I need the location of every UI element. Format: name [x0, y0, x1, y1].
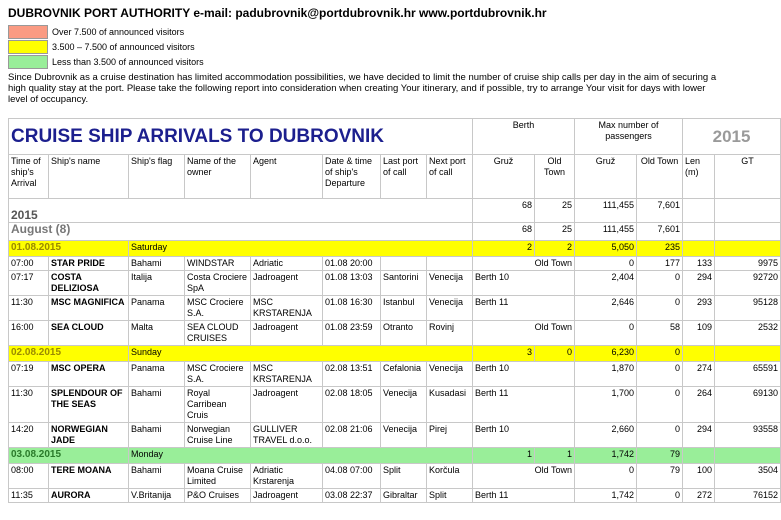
title-row — [9, 119, 781, 155]
legend-label: Over 7.500 of announced visitors — [52, 27, 185, 37]
empty-cell — [715, 448, 781, 464]
ship-passengers-gruz: 1,870 — [575, 362, 637, 387]
ship-flag: Bahami — [129, 464, 185, 489]
ship-flag: Panama — [129, 362, 185, 387]
day-old-town: 2 — [535, 241, 575, 257]
ship-berth: Berth 10 — [473, 362, 575, 387]
empty-cell — [715, 346, 781, 362]
ship-arrival-time: 07:17 — [9, 271, 49, 296]
ship-next-port: Venecija — [427, 271, 473, 296]
ship-next-port: Venecija — [427, 362, 473, 387]
ship-arrival-time: 11:30 — [9, 387, 49, 423]
ship-last-port — [381, 257, 427, 271]
ship-flag: Malta — [129, 321, 185, 346]
day-old-town: 1 — [535, 448, 575, 464]
legend-label: Less than 3.500 of announced visitors — [52, 57, 204, 67]
ship-row — [9, 423, 781, 448]
col-length: Len (m) — [683, 155, 715, 199]
ship-passengers-old-town: 58 — [637, 321, 683, 346]
ship-agent: Jadroagent — [251, 489, 323, 503]
col-departure: Date & time of ship's Departure — [323, 155, 381, 199]
year-label: 2015 — [683, 119, 781, 155]
ship-last-port: Gibraltar — [381, 489, 427, 503]
day-old-town: 0 — [535, 346, 575, 362]
ship-next-port: Rovinj — [427, 321, 473, 346]
ship-name: COSTA DELIZIOSA — [49, 271, 129, 296]
ship-gt: 65591 — [715, 362, 781, 387]
ship-passengers-gruz: 0 — [575, 257, 637, 271]
ship-last-port: Split — [381, 464, 427, 489]
day-weekday: Saturday — [129, 241, 473, 257]
ship-length: 264 — [683, 387, 715, 423]
ship-passengers-gruz: 1,700 — [575, 387, 637, 423]
year-summary-row — [9, 199, 781, 223]
ship-berth: Berth 10 — [473, 423, 575, 448]
ship-row — [9, 362, 781, 387]
ship-name: MSC OPERA — [49, 362, 129, 387]
col-time: Time of ship's Arrival — [9, 155, 49, 199]
ship-arrival-time: 11:35 — [9, 489, 49, 503]
ship-departure: 01.08 20:00 — [323, 257, 381, 271]
day-date: 02.08.2015 — [9, 346, 129, 362]
ship-flag: Bahami — [129, 387, 185, 423]
col-old-town: Old Town — [535, 155, 575, 199]
ship-length: 294 — [683, 423, 715, 448]
ship-flag: V.Britanija — [129, 489, 185, 503]
day-row — [9, 448, 781, 464]
ship-owner: MSC Crociere S.A. — [185, 296, 251, 321]
empty-cell — [715, 241, 781, 257]
notice-text: Since Dubrovnik as a cruise destination has limited accommodation possibilities, we have decided to limit the number of cruise ship calls per day in the aim of securing a high quality stay at the port. Please take the following report into consideration when creating Your itinerary, and if possible, try to arrange Your visit for days with lower level of occupancy. — [8, 72, 717, 105]
ship-flag: Panama — [129, 296, 185, 321]
ship-agent: Jadroagent — [251, 387, 323, 423]
ship-berth: Old Town — [473, 321, 575, 346]
ship-length: 133 — [683, 257, 715, 271]
ship-last-port: Santorini — [381, 271, 427, 296]
ship-berth: Berth 11 — [473, 489, 575, 503]
ship-gt: 93558 — [715, 423, 781, 448]
berth-header: Berth — [473, 119, 575, 155]
ship-berth: Berth 10 — [473, 271, 575, 296]
ship-name: NORWEGIAN JADE — [49, 423, 129, 448]
ship-owner: Moana Cruise Limited — [185, 464, 251, 489]
ship-length: 100 — [683, 464, 715, 489]
ship-passengers-gruz: 2,404 — [575, 271, 637, 296]
ship-berth: Berth 11 — [473, 296, 575, 321]
legend-item-high — [8, 25, 368, 39]
day-gruz: 3 — [473, 346, 535, 362]
ship-gt: 9975 — [715, 257, 781, 271]
ship-next-port: Venecija — [427, 296, 473, 321]
ship-arrival-time: 14:20 — [9, 423, 49, 448]
col-last-port: Last port of call — [381, 155, 427, 199]
ship-length: 109 — [683, 321, 715, 346]
ship-passengers-old-town: 0 — [637, 423, 683, 448]
col-gt: GT — [715, 155, 781, 199]
ship-row — [9, 321, 781, 346]
legend-item-medium — [8, 40, 368, 54]
col-name: Ship's name — [49, 155, 129, 199]
day-gruz: 1 — [473, 448, 535, 464]
ship-departure: 02.08 13:51 — [323, 362, 381, 387]
ship-departure: 03.08 22:37 — [323, 489, 381, 503]
ship-next-port: Pirej — [427, 423, 473, 448]
ship-passengers-old-town: 79 — [637, 464, 683, 489]
day-row — [9, 346, 781, 362]
col-old-town-passengers: Old Town — [637, 155, 683, 199]
ship-passengers-old-town: 0 — [637, 489, 683, 503]
ship-agent: Adriatic — [251, 257, 323, 271]
ship-next-port: Korčula — [427, 464, 473, 489]
summary-old-town: 25 — [535, 223, 575, 241]
ship-gt: 95128 — [715, 296, 781, 321]
ship-gt: 2532 — [715, 321, 781, 346]
ship-passengers-gruz: 0 — [575, 464, 637, 489]
col-gruz: Gruž — [473, 155, 535, 199]
ship-arrival-time: 08:00 — [9, 464, 49, 489]
ship-row — [9, 257, 781, 271]
ship-owner: P&O Cruises — [185, 489, 251, 503]
ship-last-port: Otranto — [381, 321, 427, 346]
empty-cell — [683, 448, 715, 464]
ship-length: 272 — [683, 489, 715, 503]
arrivals-table — [8, 118, 781, 503]
day-passengers-old-town: 79 — [637, 448, 683, 464]
ship-departure: 02.08 18:05 — [323, 387, 381, 423]
ship-name: SEA CLOUD — [49, 321, 129, 346]
ship-agent: Jadroagent — [251, 271, 323, 296]
ship-passengers-gruz: 2,660 — [575, 423, 637, 448]
ship-row — [9, 489, 781, 503]
summary-passengers-old-town: 7,601 — [637, 199, 683, 223]
empty-cell — [683, 241, 715, 257]
legend-swatch — [8, 25, 48, 39]
summary-gruz: 68 — [473, 199, 535, 223]
day-passengers-old-town: 0 — [637, 346, 683, 362]
ship-name: AURORA — [49, 489, 129, 503]
day-date: 01.08.2015 — [9, 241, 129, 257]
ship-row — [9, 296, 781, 321]
page-header: DUBROVNIK PORT AUTHORITY e-mail: padubrovnik@portdubrovnik.hr www.portdubrovnik.hr — [8, 6, 547, 20]
day-row — [9, 241, 781, 257]
ship-name: STAR PRIDE — [49, 257, 129, 271]
ship-departure: 02.08 21:06 — [323, 423, 381, 448]
max-passengers-header: Max number of passengers — [575, 119, 683, 155]
ship-owner: WINDSTAR — [185, 257, 251, 271]
ship-next-port: Split — [427, 489, 473, 503]
col-owner: Name of the owner — [185, 155, 251, 199]
summary-gruz: 68 — [473, 223, 535, 241]
ship-last-port: Venecija — [381, 387, 427, 423]
column-header-row — [9, 155, 781, 199]
ship-name: MSC MAGNIFICA — [49, 296, 129, 321]
ship-gt: 92720 — [715, 271, 781, 296]
summary-old-town: 25 — [535, 199, 575, 223]
legend-swatch — [8, 55, 48, 69]
ship-agent: MSC KRSTARENJA — [251, 296, 323, 321]
ship-passengers-gruz: 2,646 — [575, 296, 637, 321]
summary-passengers-gruz: 111,455 — [575, 223, 637, 241]
col-gruz-passengers: Gruž — [575, 155, 637, 199]
ship-length: 294 — [683, 271, 715, 296]
col-next-port: Next port of call — [427, 155, 473, 199]
ship-owner: SEA CLOUD CRUISES — [185, 321, 251, 346]
day-gruz: 2 — [473, 241, 535, 257]
table-title: CRUISE SHIP ARRIVALS TO DUBROVNIK — [9, 119, 473, 155]
ship-name: TERE MOANA — [49, 464, 129, 489]
empty-cell — [683, 346, 715, 362]
ship-passengers-gruz: 1,742 — [575, 489, 637, 503]
ship-flag: Italija — [129, 271, 185, 296]
legend-swatch — [8, 40, 48, 54]
ship-passengers-old-town: 177 — [637, 257, 683, 271]
ship-arrival-time: 16:00 — [9, 321, 49, 346]
ship-departure: 01.08 23:59 — [323, 321, 381, 346]
ship-row — [9, 387, 781, 423]
month-summary-row — [9, 223, 781, 241]
day-passengers-gruz: 5,050 — [575, 241, 637, 257]
ship-passengers-old-town: 0 — [637, 387, 683, 423]
ship-departure: 04.08 07:00 — [323, 464, 381, 489]
ship-arrival-time: 11:30 — [9, 296, 49, 321]
ship-passengers-gruz: 0 — [575, 321, 637, 346]
ship-agent: GULLIVER TRAVEL d.o.o. — [251, 423, 323, 448]
ship-owner: MSC Crociere S.A. — [185, 362, 251, 387]
ship-owner: Costa Crociere SpA — [185, 271, 251, 296]
day-weekday: Monday — [129, 448, 473, 464]
ship-passengers-old-town: 0 — [637, 362, 683, 387]
ship-name: SPLENDOUR OF THE SEAS — [49, 387, 129, 423]
ship-row — [9, 271, 781, 296]
day-date: 03.08.2015 — [9, 448, 129, 464]
day-passengers-old-town: 235 — [637, 241, 683, 257]
ship-arrival-time: 07:19 — [9, 362, 49, 387]
ship-length: 293 — [683, 296, 715, 321]
ship-length: 274 — [683, 362, 715, 387]
summary-passengers-old-town: 7,601 — [637, 223, 683, 241]
col-agent: Agent — [251, 155, 323, 199]
summary-passengers-gruz: 111,455 — [575, 199, 637, 223]
ship-berth: Berth 11 — [473, 387, 575, 423]
ship-flag: Bahami — [129, 257, 185, 271]
ship-next-port — [427, 257, 473, 271]
ship-passengers-old-town: 0 — [637, 271, 683, 296]
summary-year-label: 2015 — [9, 199, 473, 223]
ship-last-port: Cefalonia — [381, 362, 427, 387]
ship-gt: 3504 — [715, 464, 781, 489]
ship-berth: Old Town — [473, 257, 575, 271]
ship-arrival-time: 07:00 — [9, 257, 49, 271]
ship-last-port: Venecija — [381, 423, 427, 448]
ship-departure: 01.08 13:03 — [323, 271, 381, 296]
ship-agent: MSC KRSTARENJA — [251, 362, 323, 387]
ship-next-port: Kusadasi — [427, 387, 473, 423]
ship-gt: 76152 — [715, 489, 781, 503]
ship-berth: Old Town — [473, 464, 575, 489]
ship-gt: 69130 — [715, 387, 781, 423]
ship-passengers-old-town: 0 — [637, 296, 683, 321]
ship-agent: Jadroagent — [251, 321, 323, 346]
ship-last-port: Istanbul — [381, 296, 427, 321]
summary-month-label: August (8) — [9, 223, 473, 241]
ship-row — [9, 464, 781, 489]
ship-flag: Bahami — [129, 423, 185, 448]
ship-agent: Adriatic Krstarenja — [251, 464, 323, 489]
legend-item-low — [8, 55, 368, 69]
day-weekday: Sunday — [129, 346, 473, 362]
col-flag: Ship's flag — [129, 155, 185, 199]
ship-owner: Royal Carribean Cruis — [185, 387, 251, 423]
legend-label: 3.500 – 7.500 of announced visitors — [52, 42, 195, 52]
ship-departure: 01.08 16:30 — [323, 296, 381, 321]
day-passengers-gruz: 1,742 — [575, 448, 637, 464]
ship-owner: Norwegian Cruise Line — [185, 423, 251, 448]
day-passengers-gruz: 6,230 — [575, 346, 637, 362]
